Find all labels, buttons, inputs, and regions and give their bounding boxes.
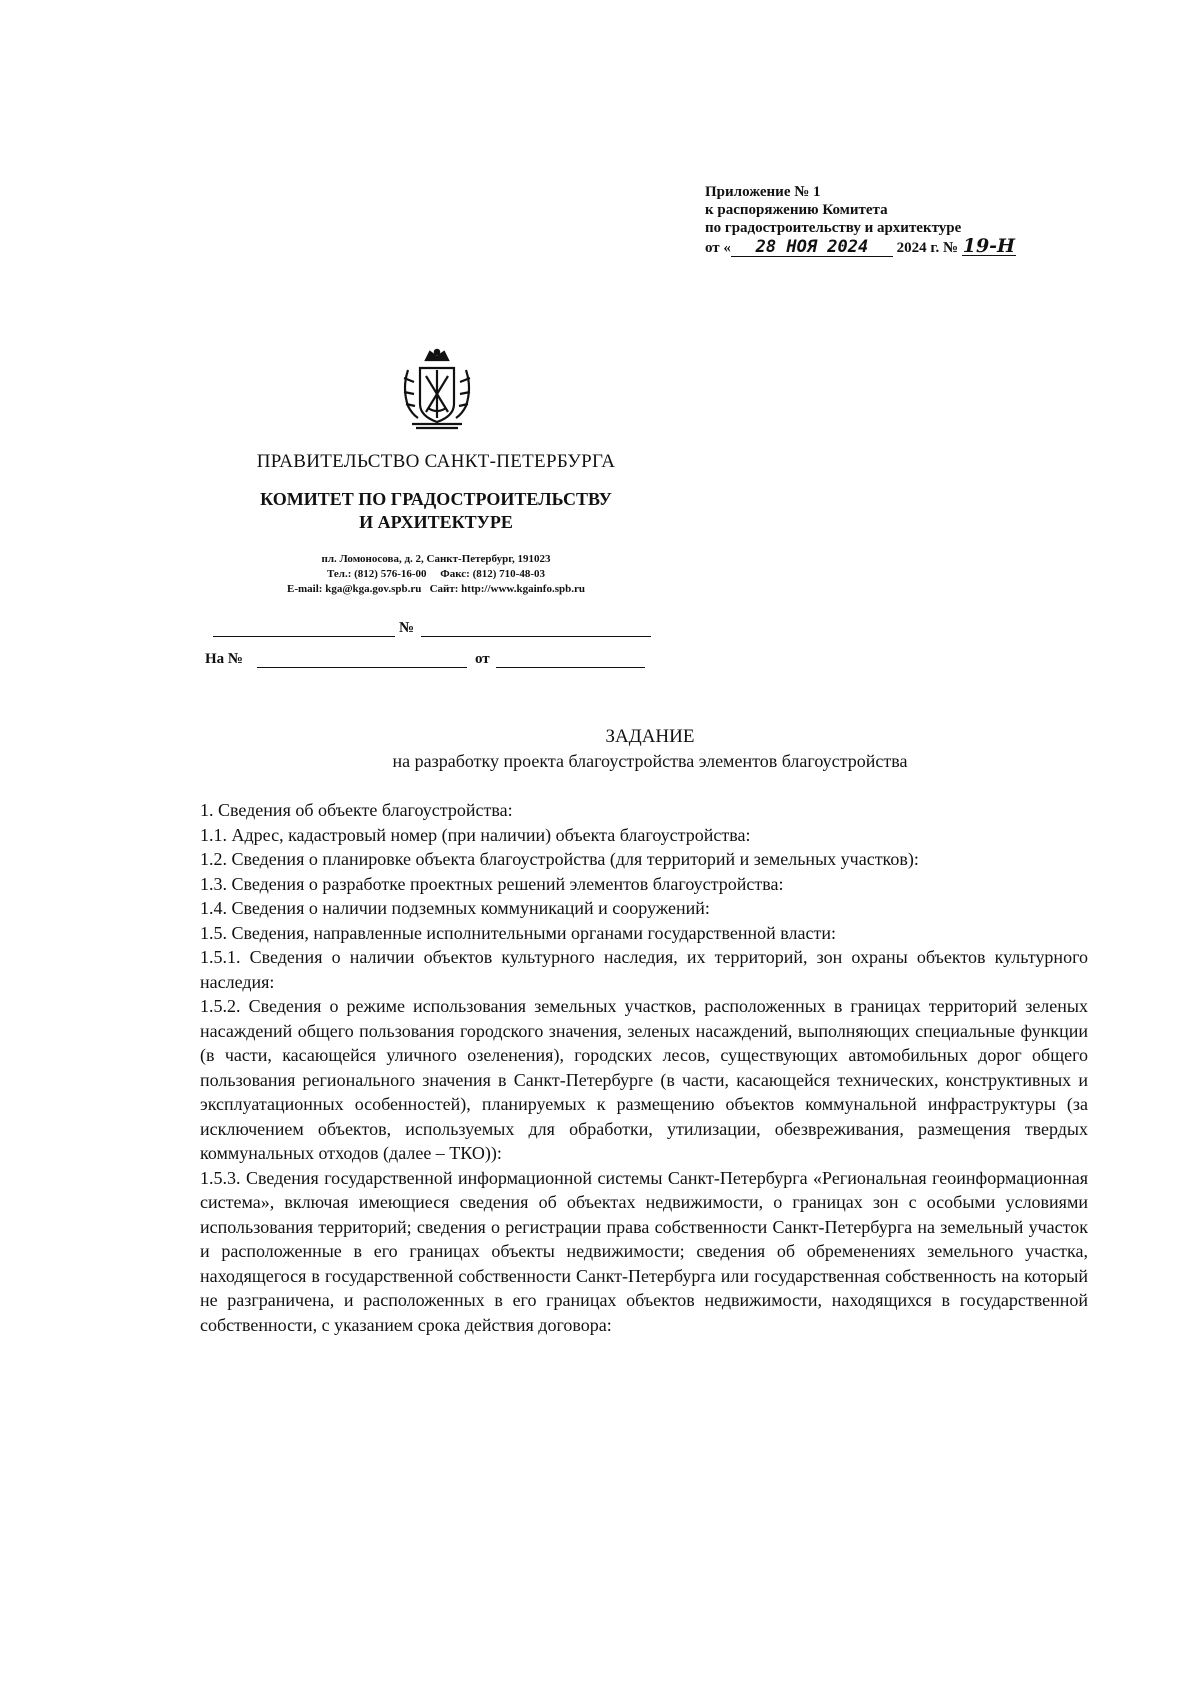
section-1-4: 1.4. Сведения о наличии подземных коммуникаций и сооружений: <box>200 898 710 918</box>
date-prefix: от « <box>705 240 731 256</box>
section-1-3: 1.3. Сведения о разработке проектных решений элементов благоустройства: <box>200 873 784 894</box>
reply-date-blank <box>496 667 645 668</box>
letterhead <box>222 450 650 597</box>
email-site: E-mail: kga@kga.gov.spb.ru Сайт: http://www.kgainfo.spb.ru <box>287 583 585 595</box>
contact-block <box>222 552 650 597</box>
appendix-block <box>705 183 1085 257</box>
section-1-5-2: 1.5.2. Сведения о режиме использования земельных участков, расположенных в границах территорий зеленых насаждений общего пользования городского значения, зеленых насаждений, выполняющих специальные функции (в части, касающейся уличного озеленения), городских лесов, существующих автомобильных дорог общего пользования регионального значения в Санкт-Петербурге (в части, касающейся технических, конструктивных и эксплуатационных особенностей), планируемых к размещению объектов коммунальной инфраструктуры (за исключением объектов, используемых для обработки, утилизации, обезвреживания, размещения твердых коммунальных отходов (далее – ТКО)): <box>200 996 1088 1163</box>
phone-fax: Тел.: (812) 576-16-00 Факс: (812) 710-48-03 <box>327 568 545 580</box>
reply-number-blank <box>257 667 467 668</box>
date-stamp: 28 НОЯ 2024 <box>731 238 893 257</box>
postal-address: пл. Ломоносова, д. 2, Санкт-Петербург, 191023 <box>321 553 551 565</box>
committee-name <box>222 488 650 534</box>
section-1-2: 1.2. Сведения о планировке объекта благоустройства (для территорий и земельных участков): <box>200 849 919 869</box>
appendix-committee-line: по градостроительству и архитектуре <box>705 220 962 236</box>
number-label: № <box>399 620 415 636</box>
appendix-date-row <box>705 237 1085 257</box>
appendix-order-line: к распоряжению Комитета <box>705 202 888 218</box>
order-number: 19-Н <box>962 235 1016 257</box>
outgoing-number-blank <box>421 636 651 637</box>
task-title: ЗАДАНИЕ <box>605 726 695 747</box>
outgoing-date-blank <box>213 636 395 637</box>
outgoing-number-line <box>213 620 653 642</box>
section-1-1: 1.1. Адрес, кадастровый номер (при наличии) объекта благоустройства: <box>200 824 751 845</box>
year-label: 2024 г. № <box>896 240 959 256</box>
section-1-5: 1.5. Сведения, направленные исполнительными органами государственной власти: <box>200 922 837 943</box>
reply-from-label: от <box>475 651 490 667</box>
reply-number-label: На № <box>205 651 243 667</box>
committee-line-1: КОМИТЕТ ПО ГРАДОСТРОИТЕЛЬСТВУ <box>260 489 612 509</box>
section-1: 1. Сведения об объекте благоустройства: <box>200 800 513 820</box>
government-name: ПРАВИТЕЛЬСТВО САНКТ-ПЕТЕРБУРГА <box>256 451 616 472</box>
coat-of-arms-icon <box>398 348 476 432</box>
reply-reference-line <box>205 651 655 673</box>
appendix-title: Приложение № 1 <box>705 184 821 200</box>
task-body <box>200 798 1088 1337</box>
section-1-5-1: 1.5.1. Сведения о наличии объектов культурного наследия, их территорий, зон охраны объектов культурного наследия: <box>200 947 1088 992</box>
committee-line-2: И АРХИТЕКТУРЕ <box>359 512 513 532</box>
task-subtitle: на разработку проекта благоустройства элементов благоустройства <box>392 751 908 771</box>
section-1-5-3: 1.5.3. Сведения государственной информационной системы Санкт-Петербурга «Региональная геоинформационная система», включая имеющиеся сведения об объектах недвижимости, о границах зон с особыми условиями использования территорий; сведения о регистрации права собственности Санкт-Петербурга на земельный участок и расположенные в его границах объекты недвижимости; сведения об обременениях земельного участка, находящегося в государственной собственности Санкт-Петербурга или государственная собственность на который не разграничена, и расположенных в его границах объектов недвижимости, находящихся в государственной собственности, с указанием срока действия договора: <box>200 1167 1088 1335</box>
